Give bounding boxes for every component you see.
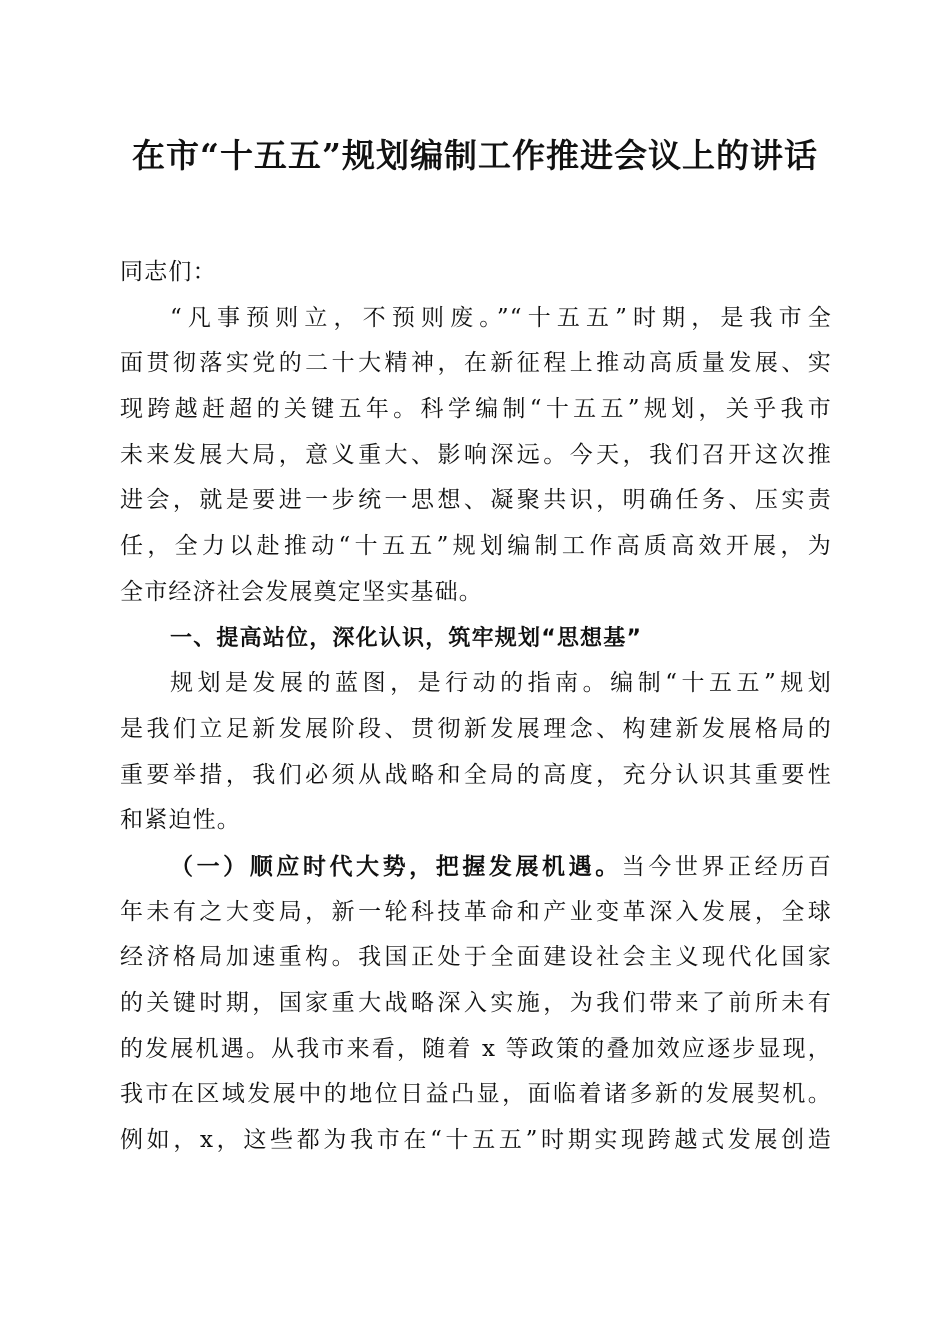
- paragraph-3-line-2: 年未有之大变局，新一轮科技革命和产业变革深入发展，全球: [120, 898, 832, 925]
- paragraph-2-line-2: 是我们立足新发展阶段、贯彻新发展理念、构建新发展格局的: [120, 715, 832, 742]
- paragraph-1-line-4: 未来发展大局，意义重大、影响深远。今天，我们召开这次推: [120, 441, 832, 468]
- paragraph-3-line-1-rest: 当今世界正经历百: [621, 853, 832, 880]
- paragraph-1-line-2: 面贯彻落实党的二十大精神，在新征程上推动高质量发展、实: [120, 350, 832, 377]
- salutation: 同志们：: [120, 259, 217, 285]
- paragraph-2-line-1: 规划是发展的蓝图，是行动的指南。编制“十五五”规划: [170, 670, 832, 697]
- document-title: 在市“十五五”规划编制工作推进会议上的讲话: [132, 136, 818, 175]
- paragraph-1-line-5: 进会，就是要进一步统一思想、凝聚共识，明确任务、压实责: [120, 487, 832, 514]
- section-heading-1: 一、提高站位，深化认识，筑牢规划“思想基”: [170, 625, 643, 651]
- paragraph-3-line-4: 的关键时期，国家重大战略深入实施，为我们带来了前所未有: [120, 990, 832, 1016]
- paragraph-1-line-3: 现跨越赶超的关键五年。科学编制“十五五”规划，关乎我市: [120, 396, 832, 423]
- paragraph-3-line-7: 例如，x，这些都为我市在“十五五”时期实现跨越式发展创造: [120, 1127, 832, 1154]
- subsection-heading-1: （一）顺应时代大势，把握发展机遇。: [170, 852, 622, 880]
- paragraph-3-line-1: [120, 844, 832, 890]
- paragraph-3-line-5: 的发展机遇。从我市来看，随着 x 等政策的叠加效应逐步显现，: [120, 1035, 832, 1062]
- paragraph-3-line-3: 经济格局加速重构。我国正处于全面建设社会主义现代化国家: [120, 944, 832, 971]
- paragraph-3-line-6: 我市在区域发展中的地位日益凸显，面临着诸多新的发展契机。: [120, 1081, 832, 1108]
- paragraph-2-line-3: 重要举措，我们必须从战略和全局的高度，充分认识其重要性: [120, 761, 832, 788]
- paragraph-1-line-7: 全市经济社会发展奠定坚实基础。: [120, 578, 483, 605]
- paragraph-2-line-4: 和紧迫性。: [120, 807, 241, 834]
- paragraph-1-line-1: “凡事预则立，不预则废。”“十五五”时期，是我市全: [170, 304, 832, 331]
- document-body: [120, 250, 832, 1164]
- paragraph-1-line-6: 任，全力以赴推动“十五五”规划编制工作高质高效开展，为: [120, 533, 832, 560]
